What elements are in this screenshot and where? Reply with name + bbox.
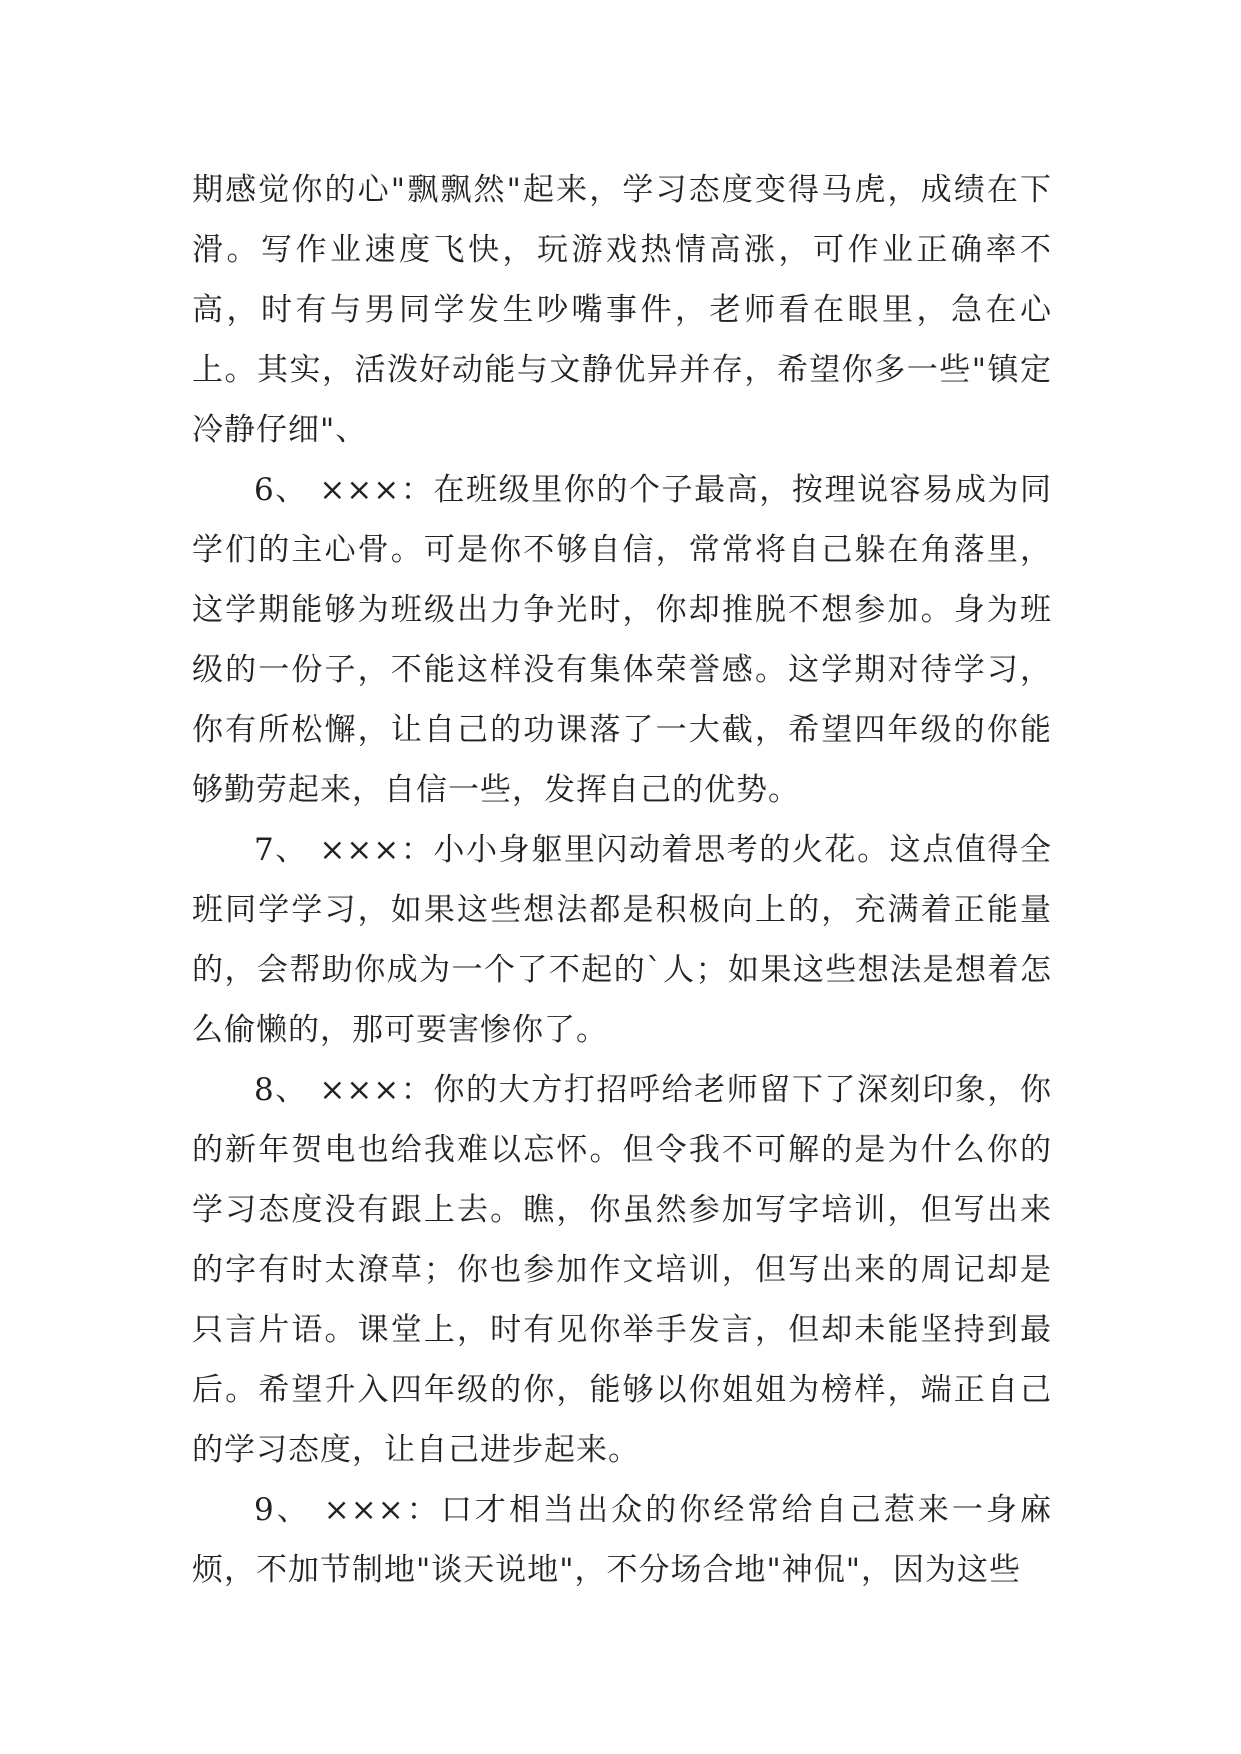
paragraph-comment-8: 8、 ×××：你的大方打招呼给老师留下了深刻印象，你的新年贺电也给我难以忘怀。但令我不可解的是为什么你的学习态度没有跟上去。瞧，你虽然参加写字培训，但写出来的字有时太潦草；你也参加作文培训，但写出来的周记却是只言片语。课堂上，时有见你举手发言，但却未能坚持到最后。希望升入四年级的你，能够以你姐姐为榜样，端正自己的学习态度，让自己进步起来。: [192, 1072, 1052, 1468]
paragraph-comment-9: 9、 ×××：口才相当出众的你经常给自己惹来一身麻烦，不加节制地"谈天说地"，不分场合地"神侃"，因为这些: [192, 1492, 1052, 1588]
paragraph-comment-6: 6、 ×××：在班级里你的个子最高，按理说容易成为同学们的主心骨。可是你不够自信，常常将自己躲在角落里，这学期能够为班级出力争光时，你却推脱不想参加。身为班级的一份子，不能这样没有集体荣誉感。这学期对待学习，你有所松懈，让自己的功课落了一大截，希望四年级的你能够勤劳起来，自信一些，发挥自己的优势。: [192, 472, 1052, 808]
paragraph-comment-7: 7、 ×××：小小身躯里闪动着思考的火花。这点值得全班同学学习，如果这些想法都是积极向上的，充满着正能量的，会帮助你成为一个了不起的`人；如果这些想法是想着怎么偷懒的，那可要害惨你了。: [192, 832, 1052, 1048]
paragraph-continuation: 期感觉你的心"飘飘然"起来，学习态度变得马虎，成绩在下滑。写作业速度飞快，玩游戏热情高涨，可作业正确率不高，时有与男同学发生吵嘴事件，老师看在眼里，急在心上。其实，活泼好动能与文静优异并存，希望你多一些"镇定冷静仔细"、: [192, 172, 1052, 448]
document-body: [192, 160, 1052, 1600]
